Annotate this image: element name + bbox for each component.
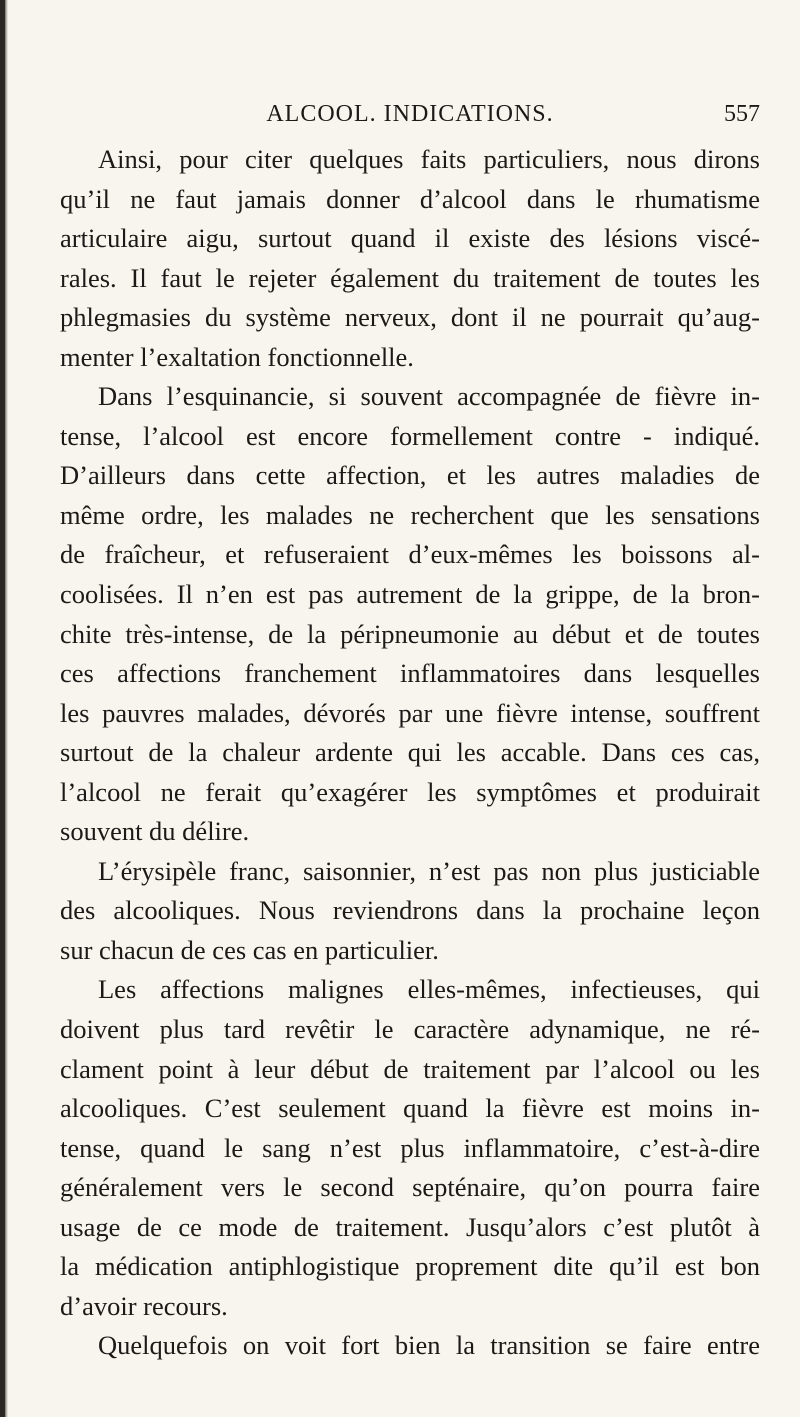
page-number: 557 xyxy=(724,101,760,127)
text-line: L’érysipèle franc, saisonnier, n’est pas non plus justiciable xyxy=(98,855,760,886)
text-line: chite très-intense, de la péripneumonie au début et de toutes xyxy=(60,618,760,649)
text-line: de fraîcheur, et refuseraient d’eux-mêmes les boissons al- xyxy=(60,539,760,570)
text-line: coolisées. Il n’en est pas autrement de la grippe, de la bron- xyxy=(60,579,760,610)
text-line: usage de ce mode de traitement. Jusqu’alors c’est plutôt à xyxy=(60,1211,760,1242)
text-line: clament point à leur début de traitement par l’alcool ou les xyxy=(60,1053,760,1084)
text-line: surtout de la chaleur ardente qui les accable. Dans ces cas, xyxy=(60,737,760,768)
text-line: articulaire aigu, surtout quand il existe des lésions viscé- xyxy=(60,223,760,254)
text-line: D’ailleurs dans cette affection, et les autres maladies de xyxy=(60,460,760,491)
text-line: phlegmasies du système nerveux, dont il ne pourrait qu’aug- xyxy=(60,302,760,333)
text-line: doivent plus tard revêtir le caractère adynamique, ne ré- xyxy=(60,1014,760,1045)
text-line: Les affections malignes elles-mêmes, infectieuses, qui xyxy=(98,974,760,1005)
text-line: d’avoir recours. xyxy=(60,1290,228,1321)
text-line: des alcooliques. Nous reviendrons dans la prochaine leçon xyxy=(60,895,760,926)
page-header xyxy=(60,101,760,137)
text-line: Quelquefois on voit fort bien la transition se faire entre xyxy=(98,1330,760,1361)
text-line: rales. Il faut le rejeter également du traitement de toutes les xyxy=(60,262,760,293)
page-binding-shadow xyxy=(5,0,8,1417)
text-line: l’alcool ne ferait qu’exagérer les symptômes et produirait xyxy=(60,776,760,807)
text-line: Dans l’esquinancie, si souvent accompagnée de fièvre in- xyxy=(98,381,760,412)
text-line: généralement vers le second septénaire, qu’on pourra faire xyxy=(60,1172,760,1203)
text-line: qu’il ne faut jamais donner d’alcool dans le rhumatisme xyxy=(60,183,760,214)
text-line: sur chacun de ces cas en particulier. xyxy=(60,934,439,965)
text-line: alcooliques. C’est seulement quand la fièvre est moins in- xyxy=(60,1093,760,1124)
text-line: tense, l’alcool est encore formellement contre - indiqué. xyxy=(60,420,760,451)
text-line: la médication antiphlogistique proprement dite qu’il est bon xyxy=(60,1251,760,1282)
running-head: ALCOOL. INDICATIONS. xyxy=(266,101,554,127)
text-line: les pauvres malades, dévorés par une fièvre intense, souffrent xyxy=(60,697,760,728)
text-line: même ordre, les malades ne recherchent que les sensations xyxy=(60,499,760,530)
text-line: menter l’exaltation fonctionnelle. xyxy=(60,341,414,372)
text-line: Ainsi, pour citer quelques faits particuliers, nous dirons xyxy=(98,144,760,174)
text-line: souvent du délire. xyxy=(60,816,250,847)
text-line: ces affections franchement inflammatoires dans lesquelles xyxy=(60,658,760,689)
body-text xyxy=(60,140,760,1366)
text-line: tense, quand le sang n’est plus inflammatoire, c’est-à-dire xyxy=(60,1132,760,1163)
